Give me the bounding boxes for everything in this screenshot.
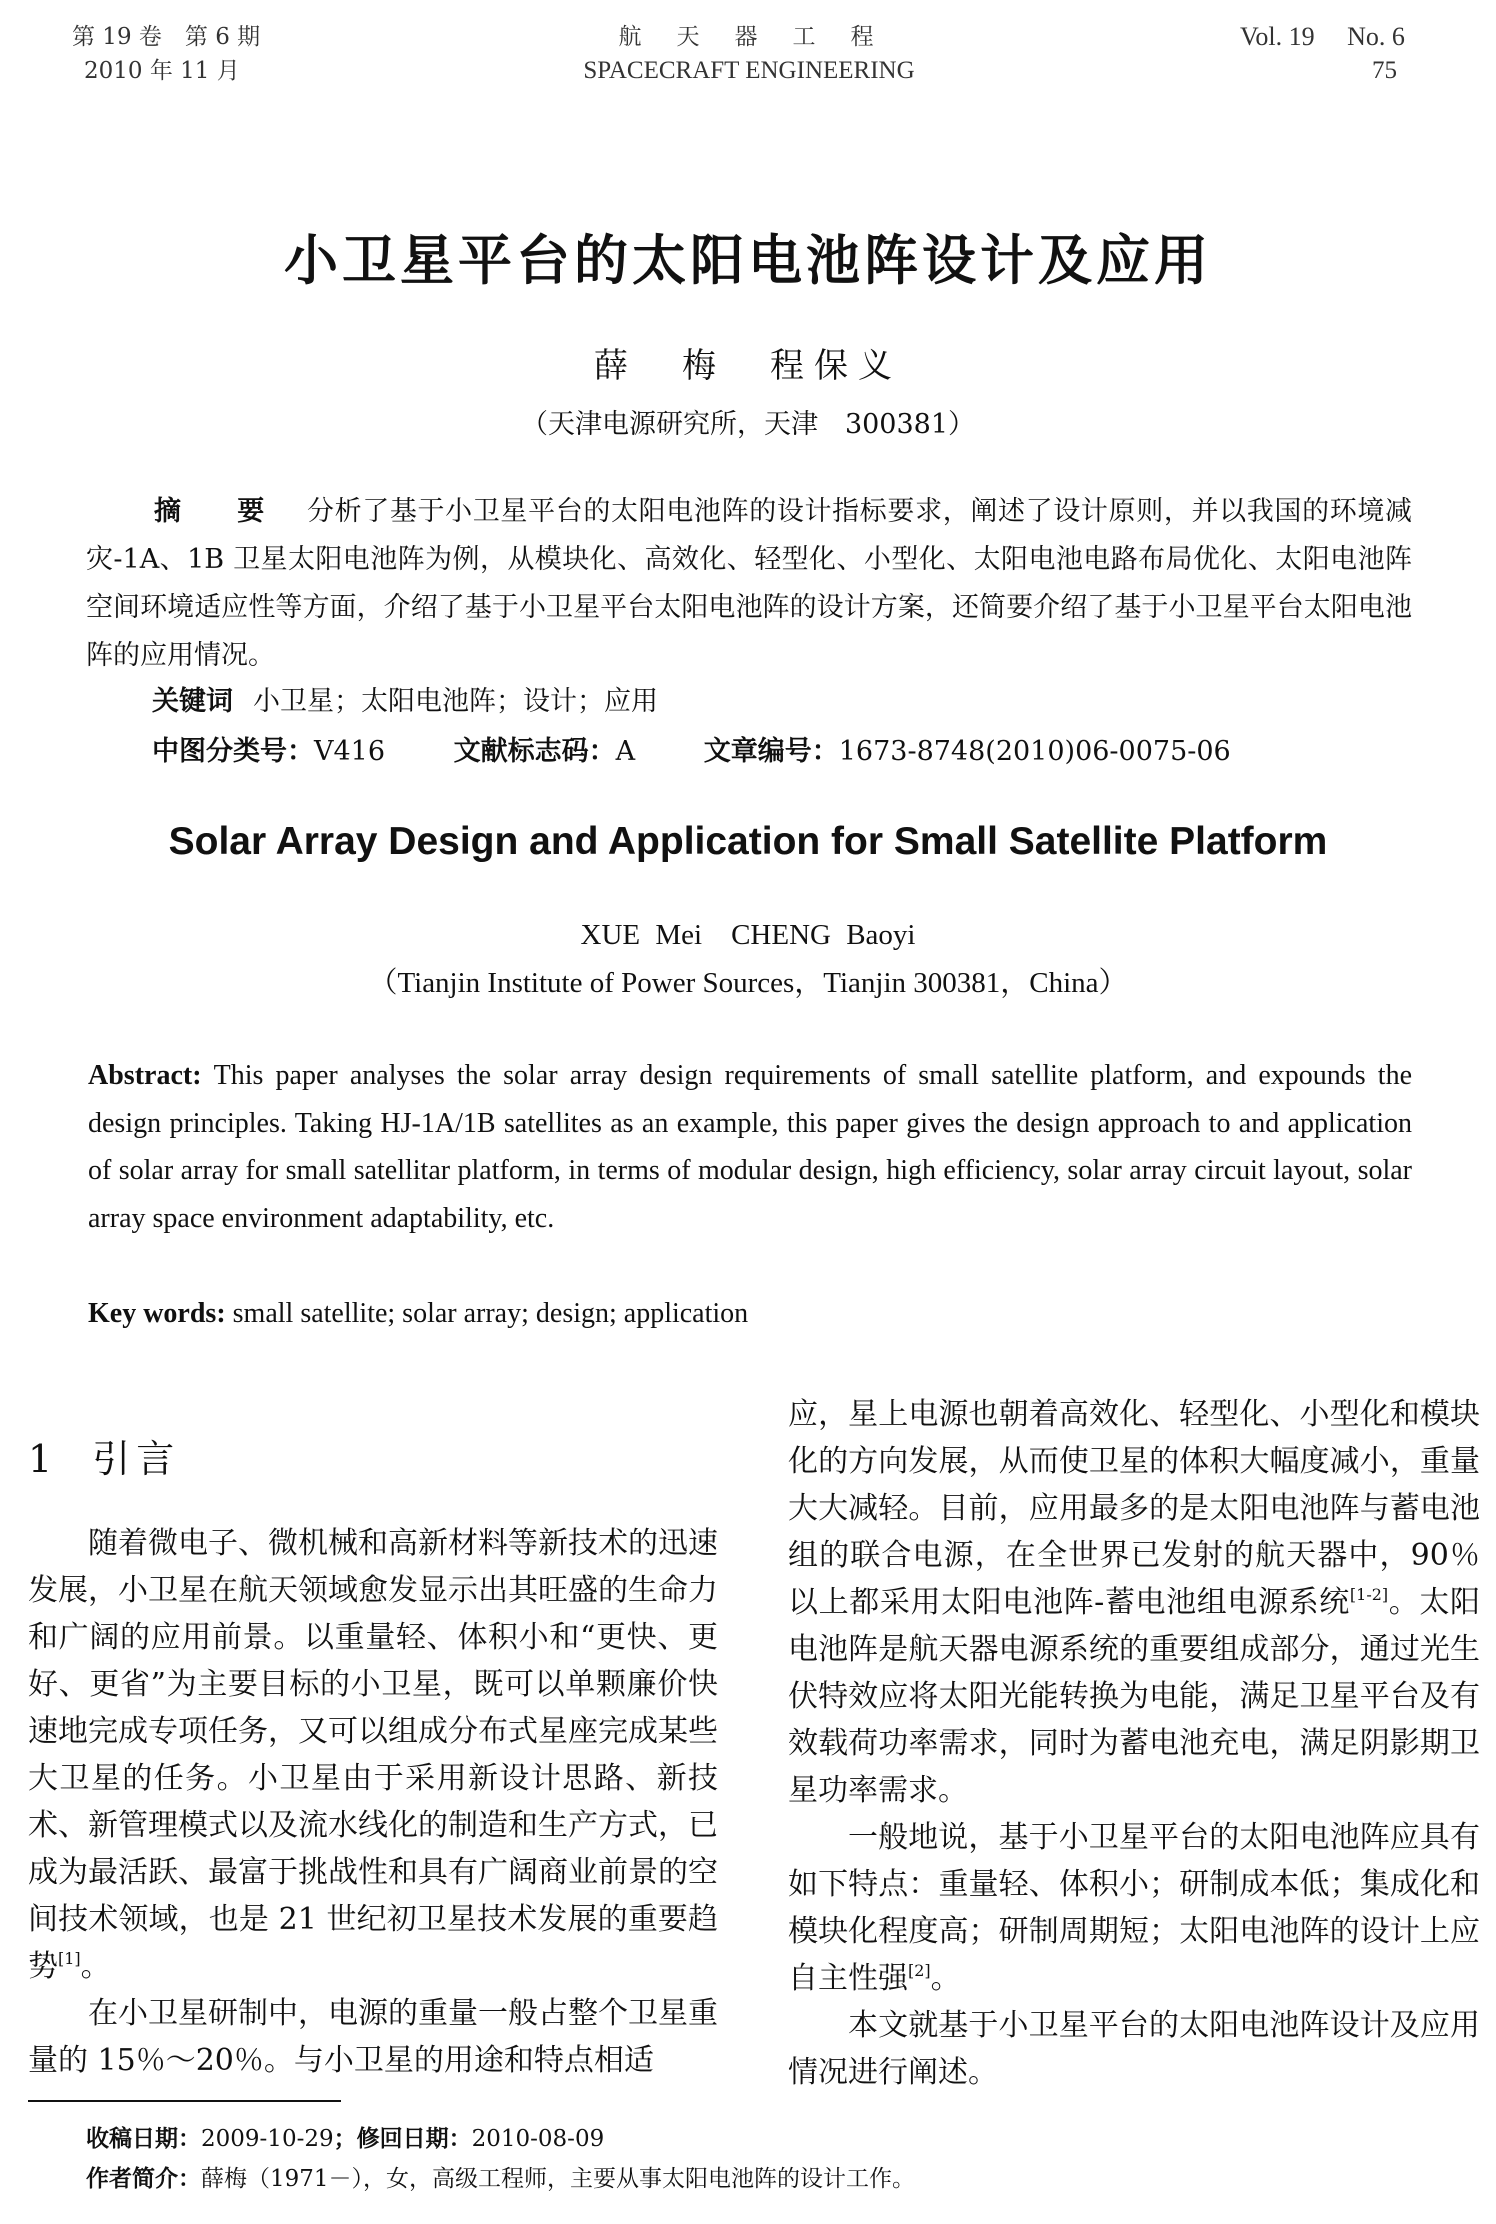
body-right-column [788,1391,1480,2096]
header-date-cn: 2010 年 11 月 [84,58,240,84]
header-journal-en: SPACECRAFT ENGINEERING [583,57,915,84]
revised-label: ；修回日期： [333,2126,472,2152]
citation-ref: [2] [908,1961,931,1980]
page-title: 小卫星平台的太阳电池阵设计及应用 [284,229,1212,292]
header-journal-cn: 航 天 器 工 程 [618,24,880,50]
footnote-author-bio [86,2162,915,2196]
body-left-column [28,1520,718,2084]
body-paragraph: 在小卫星研制中，电源的重量一般占整个卫星重量的 15％～20％。与小卫星的用途和特点相适 [28,1996,718,2078]
header-volume-cn: 第 19 卷 第 6 期 [72,24,261,50]
body-paragraph: 应，星上电源也朝着高效化、轻型化、小型化和模块化的方向发展，从而使卫星的体积大幅度减小，重量大大减轻。目前，应用最多的是太阳电池阵与蓄电池组的联合电源，在全世界已发射的航天器中，90％以上都采用太阳电池阵-蓄电池组电源系统[1-2]。太阳电池阵是航天器电源系统的重要组成部分，通过光生伏特效应将太阳光能转换为电能，满足卫星平台及有效载荷功率需求，同时为蓄电池充电，满足阴影期卫星功率需求。 [788,1397,1480,1808]
article-number-label: 文章编号： [703,736,839,767]
revised-date: 2010-08-09 [471,2126,605,2152]
body-paragraph: 随着微电子、微机械和高新材料等新技术的迅速发展，小卫星在航天领域愈发显示出其旺盛的生命力和广阔的应用前景。以重量轻、体积小和“更快、更好、更省”为主要目标的小卫星，既可以单颗廉价快速地完成专项任务，又可以组成分布式星座完成某些大卫星的任务。小卫星由于采用新设计思路、新技术、新管理模式以及流水线化的制造和生产方式，已成为最活跃、最富于挑战性和具有广阔商业前景的空间技术领域，也是 21 世纪初卫星技术发展的重要趋势[1]。 [28,1526,718,1984]
keywords-en-text: small satellite; solar array; design; application [232,1298,749,1329]
clc-value: V416 [314,736,386,767]
section-heading [28,1428,180,1483]
bio-text: 薛梅（1971－），女，高级工程师，主要从事太阳电池阵的设计工作。 [201,2166,916,2192]
keywords-en: Key words: small satellite; solar array; design; application [88,1298,749,1329]
abstract-en-text: This paper analyses the solar array design requirements of small satellite platform, and expounds the design principles. Taking HJ-1A/1B satellites as an example, this paper gives the design approach to and application of solar array for small satellitar platform, in terms of modular design, high efficiency, solar array circuit layout, solar array space environment adaptability, etc. [88,1060,1412,1234]
abstract-cn-text: 分析了基于小卫星平台的太阳电池阵的设计指标要求，阐述了设计原则，并以我国的环境减灾-1A、1B 卫星太阳电池阵为例，从模块化、高效化、轻型化、小型化、太阳电池电路布局优化、太阳电池阵空间环境适应性等方面，介绍了基于小卫星平台太阳电池阵的设计方案，还简要介绍了基于小卫星平台太阳电池阵的应用情况。 [86,496,1413,671]
abstract-cn-label: 摘 要 [154,496,279,527]
abstract-en: Abstract: This paper analyses the solar array design requirements of small satellite platform, and expounds the design principles. Taking HJ-1A/1B satellites as an example, this paper gives the design approach to and application of solar array for small satellitar platform, in terms of modular design, high efficiency, solar array circuit layout, solar array space environment adaptability, etc. [88,1060,1412,1234]
received-label: 收稿日期： [86,2126,201,2152]
header-page-number: 75 [1372,57,1397,84]
body-paragraph: 一般地说，基于小卫星平台的太阳电池阵应具有如下特点：重量轻、体积小；研制成本低；集成化和模块化程度高；研制周期短；太阳电池阵的设计上应自主性强[2]。 [788,1820,1480,1996]
header-volume-en: Vol. 19 No. 6 [1240,22,1405,51]
body-paragraph: 本文就基于小卫星平台的太阳电池阵设计及应用情况进行阐述。 [788,2008,1480,2090]
footnote-rule [28,2100,341,2102]
received-date: 2009-10-29 [201,2126,334,2152]
affiliation-en: （Tianjin Institute of Power Sources，Tianjin 300381，China） [368,967,1128,999]
doc-code-value: A [615,736,636,767]
authors-en: XUE Mei CHENG Baoyi [580,919,916,951]
title-en: Solar Array Design and Application for Small Satellite Platform [168,820,1328,863]
authors-cn: 薛 梅 程保义 [594,346,902,386]
doc-code-label: 文献标志码： [453,736,616,767]
clc-label: 中图分类号： [152,736,314,767]
keywords-cn-text: 小卫星；太阳电池阵；设计；应用 [253,686,658,717]
keywords-en-label: Key words [88,1298,217,1329]
abstract-cn [86,488,1412,680]
citation-ref: [1] [58,1949,81,1968]
classification-line [152,732,1231,772]
keywords-cn [152,682,658,722]
section-number: 1 [28,1437,59,1481]
abstract-en-label: Abstract [88,1060,193,1091]
citation-ref: [1-2] [1349,1585,1389,1604]
keywords-cn-label: 关键词 [152,686,233,717]
affiliation-cn: （天津电源研究所，天津 300381） [520,409,976,440]
section-title: 引言 [92,1437,181,1481]
bio-label: 作者简介： [86,2166,201,2192]
footnote-dates [86,2122,604,2156]
article-number-value: 1673-8748(2010)06-0075-06 [838,736,1231,767]
